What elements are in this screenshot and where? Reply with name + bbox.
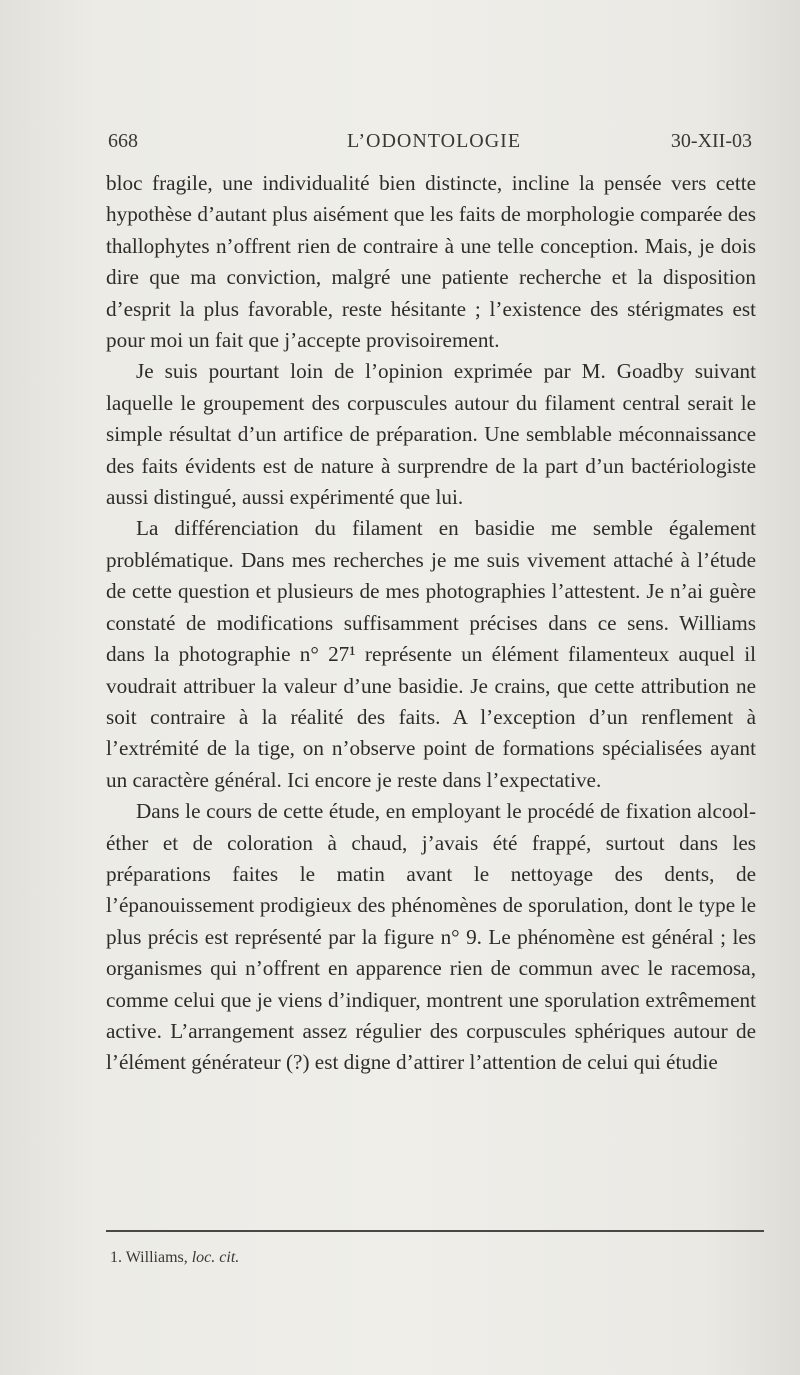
paragraph-continuation: bloc fragile, une individualité bien distincte, incline la pensée vers cette hypothèse d’autant plus aisément que les faits de morphologie comparée des thallophytes n’offrent rien de contraire à une telle conception. Mais, je dois dire que ma conviction, malgré une patiente recherche et la disposition d’esprit la plus favorable, reste hésitante ; l’existence des stérigmates est pour moi un fait que j’accepte provisoirement. (106, 171, 756, 353)
footnote-rule (106, 1230, 764, 1232)
body-text (106, 168, 756, 1079)
footnote-reference: loc. cit. (191, 1249, 240, 1266)
footnote (110, 1249, 239, 1267)
paragraph-goadby: Je suis pourtant loin de l’opinion exprimée par M. Goadby suivant laquelle le groupement des corpuscules autour du filament central serait le simple résultat d’un artifice de préparation. Une semblable méconnaissance des faits évidents est de nature à surprendre de la part d’un bactériologiste aussi distingué, aussi expérimenté que lui. (106, 359, 756, 510)
journal-title: L’ODONTOLOGIE (346, 130, 522, 152)
issue-date: 30-XII-03 (670, 130, 752, 152)
paragraph-sporulation: Dans le cours de cette étude, en employant le procédé de fixation alcool-éther et de coloration à chaud, j’avais été frappé, surtout dans les préparations faites le matin avant le nettoyage des dents, de l’épanouissement prodigieux des phénomènes de sporulation, dont le type le plus précis est représenté par la figure n° 9. Le phénomène est général ; les organismes qui n’offrent en apparence rien de commun avec le racemosa, comme celui que je viens d’indiquer, montrent une sporulation extrêmement active. L’arrangement assez régulier des corpuscules sphériques autour de l’élément générateur (?) est digne d’attirer l’attention de celui qui étudie (106, 799, 756, 1075)
running-header (108, 130, 760, 160)
page-number: 668 (108, 130, 138, 152)
paragraph-basidie: La différenciation du filament en basidie me semble également problématique. Dans mes recherches je me suis vivement attaché à l’étude de cette question et plusieurs de mes photographies l’attestent. Je n’ai guère constaté de modifications suffisamment précises dans ce sens. Williams dans la photographie n° 27¹ représente un élément filamenteux auquel il voudrait attribuer la valeur d’une basidie. Je crains, que cette attribution ne soit contraire à la réalité des faits. A l’exception d’un renflement à l’extrémité de la tige, on n’observe point de formations spécialisées ayant un caractère général. Ici encore je reste dans l’expectative. (106, 516, 756, 792)
footnote-marker: 1. (110, 1249, 122, 1266)
footnote-author: Williams, (125, 1249, 188, 1266)
